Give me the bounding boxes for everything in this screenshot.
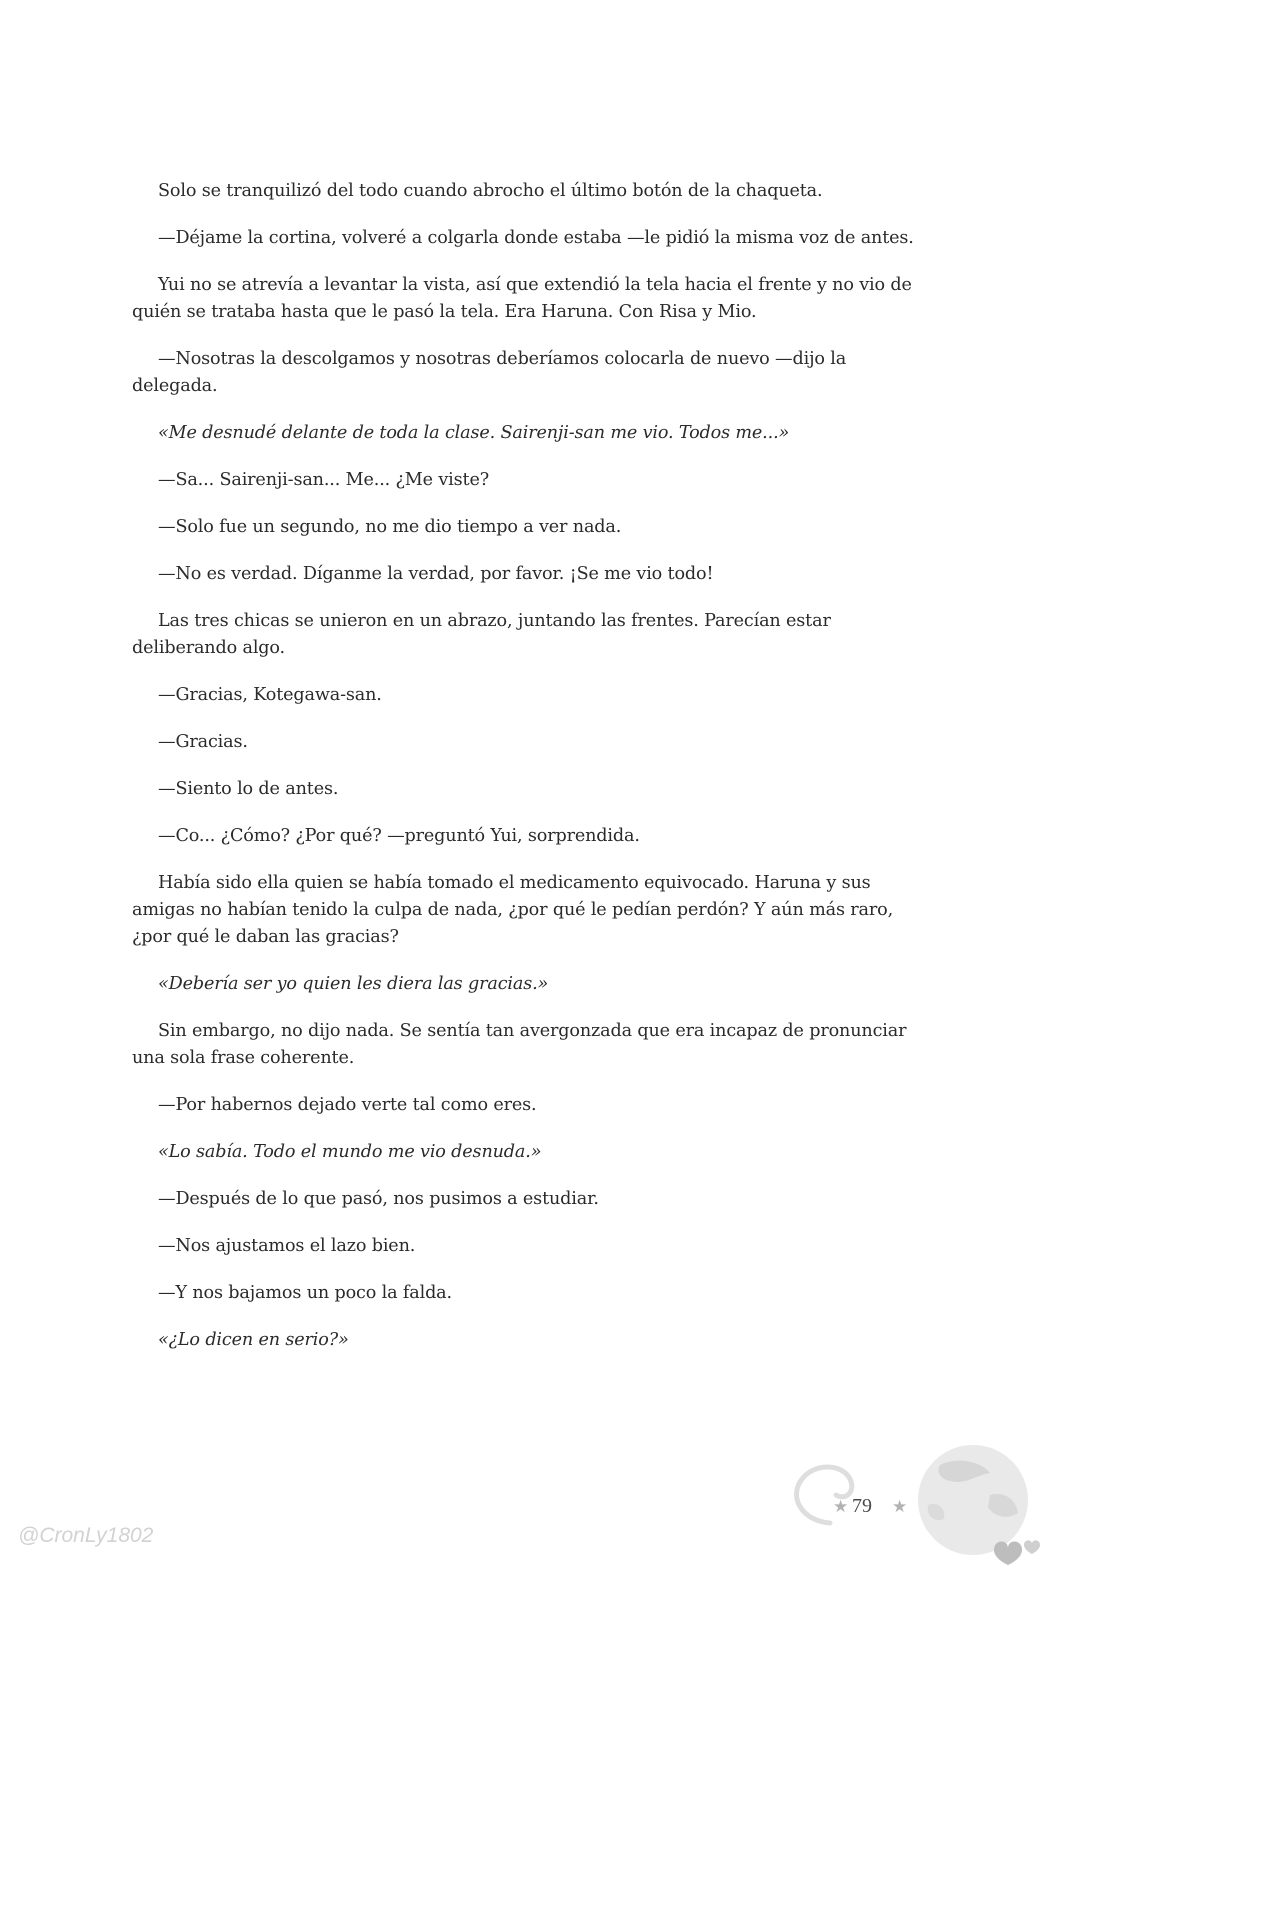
paragraph: —Gracias.: [158, 732, 248, 752]
paragraph: Había sido ella quien se había tomado el medicamento equivocado. Haruna y sus amigas no habían tenido la culpa de nada, ¿por qué le pedían perdón? Y aún más raro, ¿por qué le daban las gracias?: [132, 873, 894, 947]
paragraph: —Siento lo de antes.: [158, 779, 339, 799]
page-number: 79: [852, 1495, 872, 1517]
paragraph: —Co... ¿Cómo? ¿Por qué? —preguntó Yui, sorprendida.: [158, 826, 640, 846]
paragraph: —Déjame la cortina, volveré a colgarla donde estaba —le pidió la misma voz de antes.: [158, 228, 914, 248]
heart-icon: [1024, 1540, 1040, 1554]
paragraph: Las tres chicas se unieron en un abrazo, juntando las frentes. Parecían estar deliberando algo.: [132, 611, 831, 658]
page-corner-ornament: [780, 1435, 1044, 1566]
paragraph: —Después de lo que pasó, nos pusimos a estudiar.: [158, 1189, 599, 1209]
paragraph: Sin embargo, no dijo nada. Se sentía tan avergonzada que era incapaz de pronunciar una sola frase coherente.: [132, 1021, 907, 1068]
watermark: @CronLy1802: [18, 1524, 154, 1547]
paragraph: —Sa... Sairenji-san... Me... ¿Me viste?: [158, 470, 489, 490]
star-icon: ★: [892, 1497, 908, 1517]
paragraph: —Y nos bajamos un poco la falda.: [158, 1283, 452, 1303]
star-icon: ★: [833, 1497, 849, 1517]
heart-icon: [994, 1541, 1022, 1565]
inner-thought-paragraph: «Me desnudé delante de toda la clase. Sairenji-san me vio. Todos me...»: [158, 423, 790, 443]
paragraph: —Solo fue un segundo, no me dio tiempo a ver nada.: [158, 517, 622, 537]
paragraph: Solo se tranquilizó del todo cuando abrocho el último botón de la chaqueta.: [158, 181, 823, 201]
inner-thought-paragraph: «Debería ser yo quien les diera las gracias.»: [158, 974, 549, 994]
page-body: [132, 178, 917, 1374]
paragraph: Yui no se atrevía a levantar la vista, así que extendió la tela hacia el frente y no vio de quién se trataba hasta que le pasó la tela. Era Haruna. Con Risa y Mio.: [132, 275, 912, 322]
inner-thought-paragraph: «¿Lo dicen en serio?»: [158, 1330, 349, 1350]
paragraph: —Gracias, Kotegawa-san.: [158, 685, 382, 705]
paragraph: —Nos ajustamos el lazo bien.: [158, 1236, 416, 1256]
inner-thought-paragraph: «Lo sabía. Todo el mundo me vio desnuda.»: [158, 1142, 542, 1162]
paragraph: —Por habernos dejado verte tal como eres.: [158, 1095, 537, 1115]
paragraph: —No es verdad. Díganme la verdad, por favor. ¡Se me vio todo!: [158, 564, 714, 584]
paragraph: —Nosotras la descolgamos y nosotras deberíamos colocarla de nuevo —dijo la delegada.: [132, 349, 847, 396]
